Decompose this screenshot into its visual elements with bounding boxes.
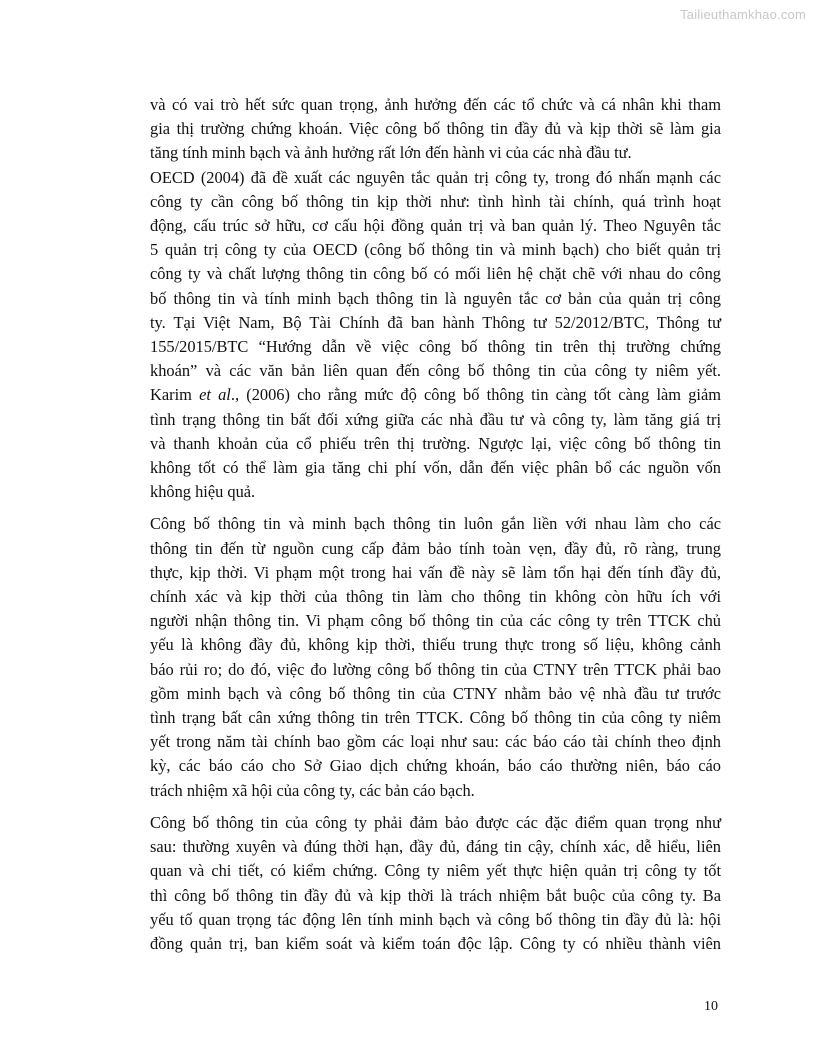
text-line: tình trạng thông tin bất đối xứng giữa các nhà đầu tư và công ty, làm tăng giá trị — [150, 409, 721, 429]
text-line: thực, kịp thời. Vi phạm một trong hai vấn đề này sẽ làm tổn hại đến tính đầy đủ, — [150, 562, 721, 582]
citation-etal: et al — [199, 385, 231, 405]
text-line: gồm minh bạch và công bố thông tin của CTNY nhằm bảo vệ nhà đầu tư trước — [150, 683, 721, 703]
text-line: thì công bố thông tin đầy đủ và kịp thời là trách nhiệm bắt buộc của công ty. Ba — [150, 885, 721, 905]
text-line: chính xác và kịp thời của thông tin làm cho thông tin không còn hữu ích với — [150, 587, 721, 607]
citation-author: Karim — [150, 385, 200, 405]
text-line: Công bố thông tin và minh bạch thông tin luôn gắn liền với nhau làm cho các — [150, 514, 721, 534]
text-line: công ty cần công bố thông tin kịp thời như: tình hình tài chính, quá trình hoạt — [150, 191, 721, 211]
text-line: và có vai trò hết sức quan trọng, ảnh hưởng đến các tổ chức và cá nhân khi tham — [150, 95, 721, 114]
paragraph — [150, 811, 721, 956]
text-line: gia thị trường chứng khoán. Việc công bố thông tin đầy đủ và kịp thời sẽ làm gia — [150, 119, 721, 139]
text-line: động, cấu trúc sở hữu, cơ cấu hội đồng quản trị và ban quản lý. Theo Nguyên tắc — [150, 216, 721, 236]
text-line: báo rủi ro; do đó, việc đo lường công bố thông tin của CTNY trên TTCK phải bao — [150, 659, 721, 679]
text-line: khoán” và các văn bản liên quan đến công bố thông tin của công ty niêm yết. — [150, 361, 721, 381]
text-line: bố thông tin và tính minh bạch thông tin là nguyên tắc cơ bản của quản trị công — [150, 288, 721, 308]
text-line: tăng tính minh bạch và ảnh hưởng rất lớn đến hành vi của các nhà đầu tư. — [150, 143, 632, 163]
text-line: trách nhiệm xã hội của công ty, các bản cáo bạch. — [150, 780, 475, 800]
text-line: ty. Tại Việt Nam, Bộ Tài Chính đã ban hành Thông tư 52/2012/BTC, Thông tư — [150, 312, 721, 332]
text-line: yếu là không đầy đủ, không kịp thời, thiếu trung thực trong số liệu, không cảnh — [150, 635, 721, 655]
text-line: và thanh khoản của cổ phiếu trên thị trường. Ngược lại, việc công bố thông tin — [150, 433, 721, 453]
text-line: yết trong năm tài chính bao gồm các loại như sau: các báo cáo tài chính theo định — [150, 732, 721, 752]
text-line: không hiệu quả. — [150, 482, 256, 502]
text-line — [150, 383, 721, 407]
text-line: OECD (2004) đã đề xuất các nguyên tắc quản trị công ty, trong đó nhấn mạnh các — [150, 167, 721, 187]
text-line: không tốt có thể làm gia tăng chi phí vốn, dẫn đến việc phân bổ các nguồn vốn — [150, 458, 721, 478]
text-line: kỳ, các báo cáo cho Sở Giao dịch chứng khoán, báo cáo thường niên, báo cáo — [150, 756, 721, 776]
body-text — [150, 93, 721, 956]
paragraph — [150, 93, 721, 166]
text-line: yếu tố quan trọng tác động lên tính minh bạch và công bố thông tin đầy đủ là: hội — [150, 909, 721, 929]
text-line: 155/2015/BTC “Hướng dẫn về việc công bố thông tin trên thị trường chứng — [150, 337, 721, 357]
text-line: quan và chi tiết, có kiểm chứng. Công ty niêm yết thực hiện quản trị công ty tốt — [150, 861, 721, 881]
text-line: công ty và chất lượng thông tin công bố có mối liên hệ chặt chẽ với nhau do công — [150, 264, 721, 284]
text-line: tình trạng bất cân xứng thông tin trên TTCK. Công bố thông tin của công ty niêm — [150, 708, 721, 728]
page-number: 10 — [704, 999, 718, 1014]
text-line: 5 quản trị công ty của OECD (công bố thông tin và minh bạch) cho biết quản trị — [150, 240, 721, 260]
text-line: Công bố thông tin của công ty phải đảm bảo được các đặc điểm quan trọng như — [150, 812, 721, 832]
paragraph — [150, 512, 721, 802]
paragraph — [150, 166, 721, 505]
watermark: Tailieuthamkhao.com — [680, 7, 806, 22]
text-line: đồng quản trị, ban kiểm soát và kiểm toán độc lập. Công ty có nhiều thành viên — [150, 933, 721, 953]
citation-rest: ., (2006) cho rằng mức độ công bố thông tin càng tốt càng làm giảm — [230, 385, 721, 405]
text-line: người nhận thông tin. Vi phạm công bố thông tin của các công ty trên TTCK chủ — [150, 611, 721, 631]
text-line: thông tin đến từ nguồn cung cấp đảm bảo tính toàn vẹn, đầy đủ, rõ ràng, trung — [150, 538, 721, 558]
text-line: sau: thường xuyên và đúng thời hạn, đầy đủ, đáng tin cậy, chính xác, dễ hiểu, liên — [150, 837, 721, 857]
